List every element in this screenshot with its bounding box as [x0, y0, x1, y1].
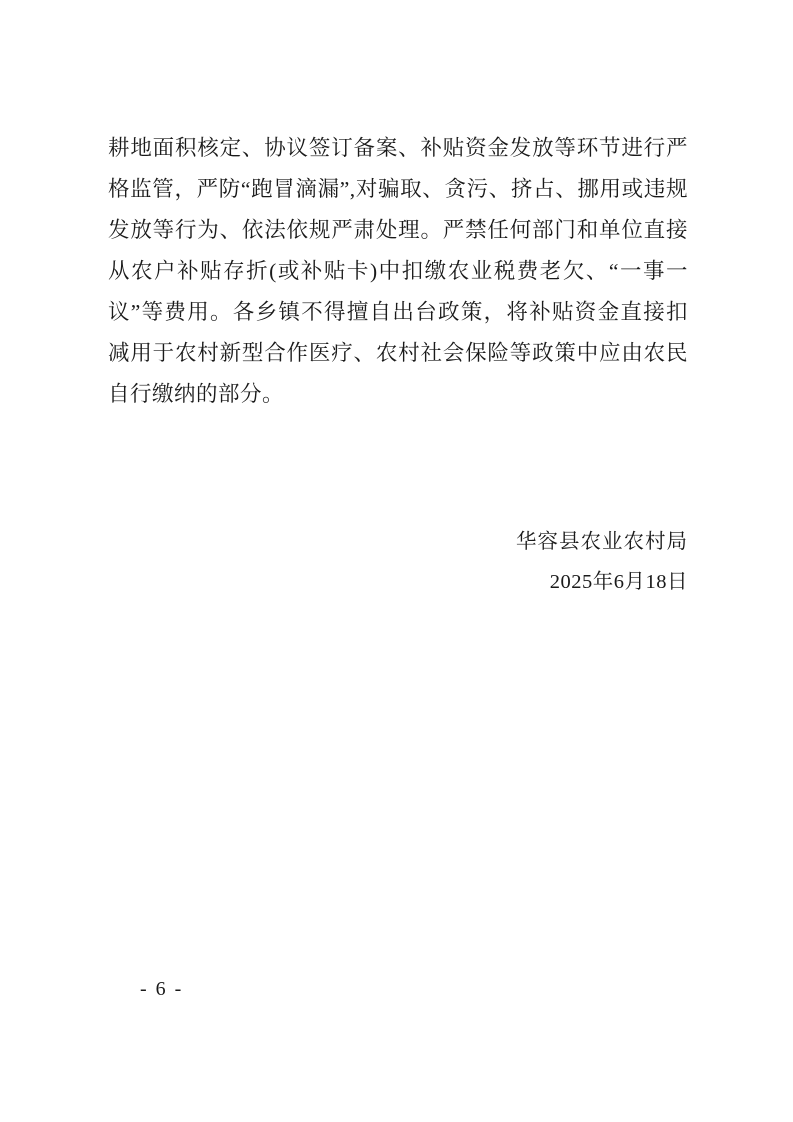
signature-date: 2025年6月18日 — [549, 571, 688, 593]
signature-organization: 华容县农业农村局 — [516, 531, 688, 553]
body-text-block — [108, 128, 688, 415]
body-paragraph: 耕地面积核定、协议签订备案、补贴资金发放等环节进行严格监管，严防“跑冒滴漏”,对骗取、贪污、挤占、挪用或违规发放等行为、依法依规严肃处理。严禁任何部门和单位直接从农户补贴存折(或补贴卡)中扣缴农业税费老欠、“一事一议”等费用。各乡镇不得擅自出台政策，将补贴资金直接扣减用于农村新型合作医疗、农村社会保险等政策中应由农民自行缴纳的部分。 — [108, 136, 688, 406]
signature-block — [108, 522, 688, 602]
page-number: - 6 - — [140, 978, 184, 1000]
